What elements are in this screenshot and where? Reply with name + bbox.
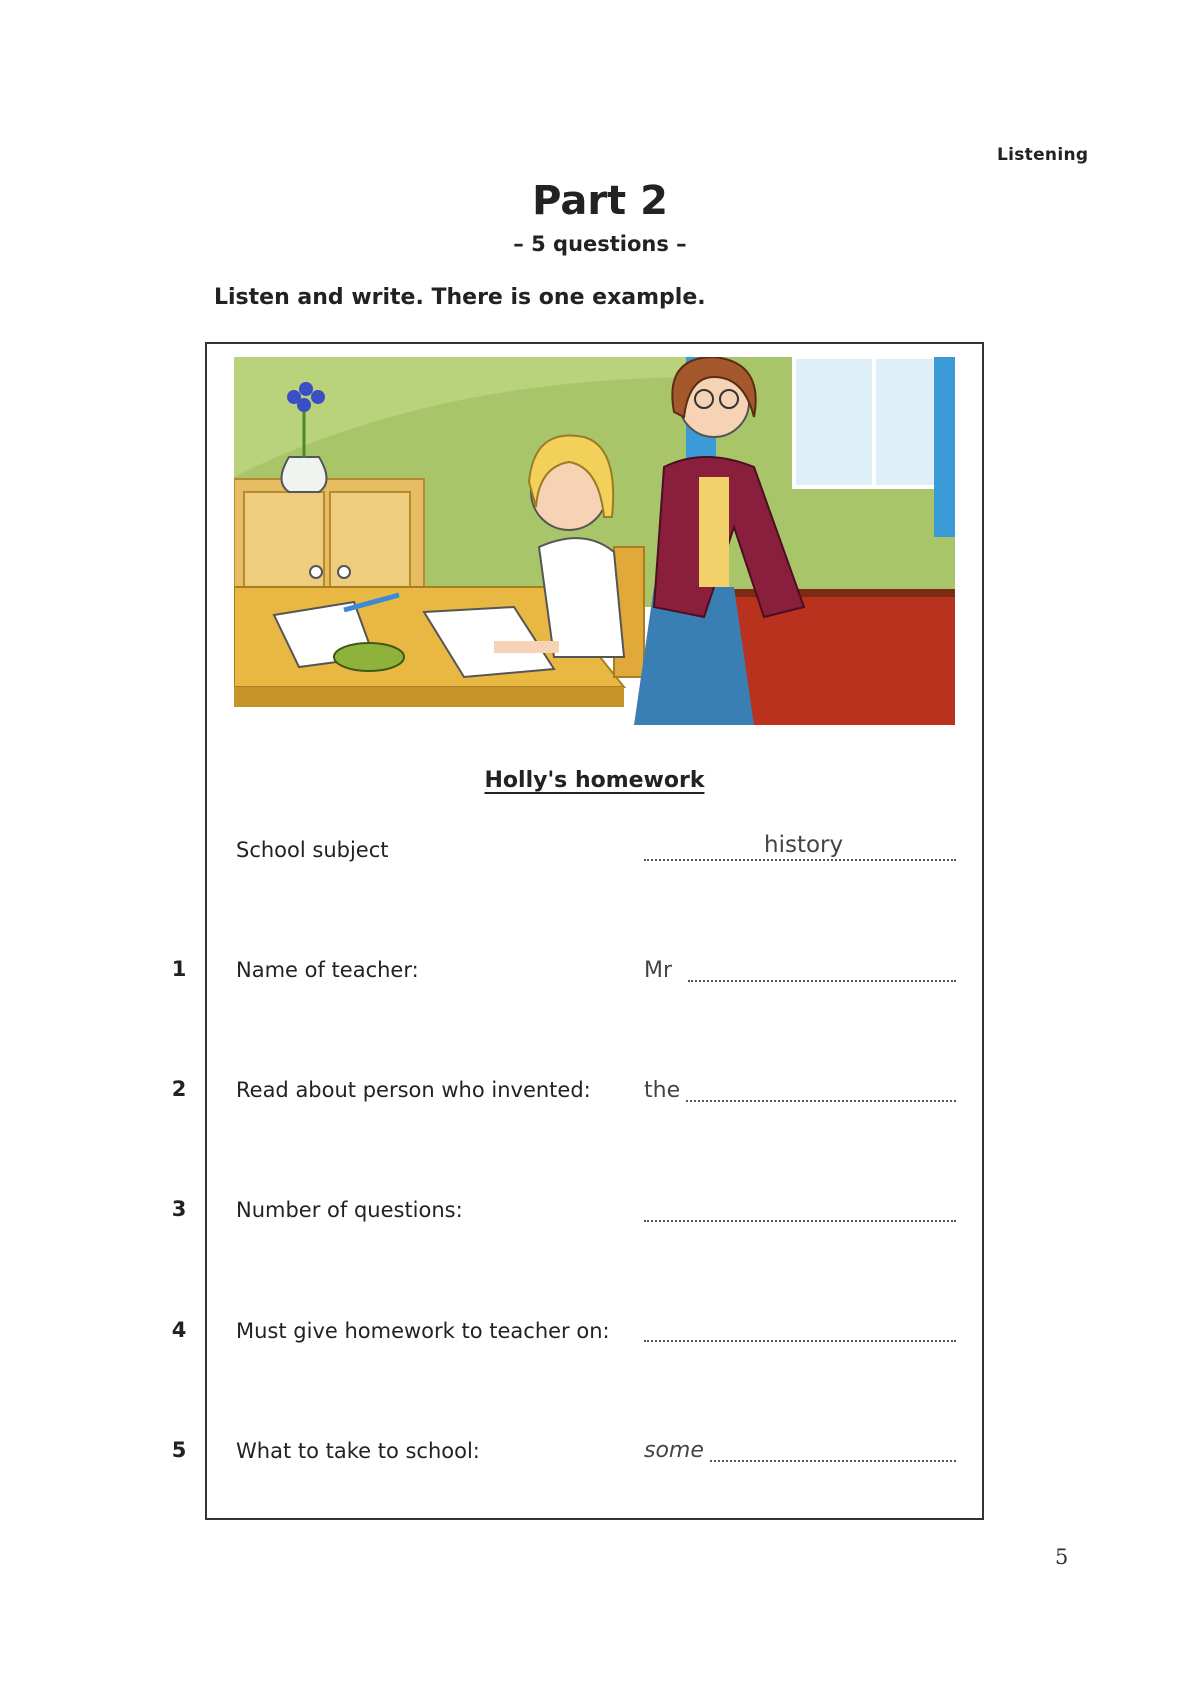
curtain-right <box>934 357 955 537</box>
question-number: 3 <box>171 1197 187 1221</box>
form-title: Holly's homework <box>484 768 705 793</box>
answer-field[interactable] <box>644 1435 956 1465</box>
question-label: What to take to school: <box>236 1439 480 1463</box>
example-label: School subject <box>236 838 389 862</box>
answer-dotted-line <box>686 1100 956 1102</box>
question-label: Read about person who invented: <box>236 1078 591 1102</box>
question-number: 4 <box>171 1318 187 1342</box>
girl-body <box>539 538 624 657</box>
answer-field[interactable] <box>644 955 956 985</box>
answer-prefix: some <box>644 1438 704 1463</box>
vase <box>282 457 327 492</box>
illustration <box>234 357 955 725</box>
example-answer-line <box>644 834 956 864</box>
answer-field[interactable] <box>644 1075 956 1105</box>
question-label: Must give homework to teacher on: <box>236 1319 610 1343</box>
pencil-case <box>334 643 404 671</box>
answer-prefix: the <box>644 1078 681 1103</box>
answer-prefix: Mr <box>644 958 673 983</box>
question-number: 1 <box>171 957 187 981</box>
part-title: Part 2 <box>532 178 668 224</box>
answer-dotted-line <box>644 859 956 861</box>
answer-dotted-line <box>644 1340 956 1342</box>
classroom-illustration <box>234 357 955 725</box>
question-number: 2 <box>171 1077 187 1101</box>
instructions: Listen and write. There is one example. <box>214 285 706 310</box>
example-answer: history <box>764 832 844 858</box>
page-number: 5 <box>1055 1545 1069 1569</box>
part-subtitle: – 5 questions – <box>513 232 687 256</box>
question-label: Number of questions: <box>236 1198 463 1222</box>
question-label: Name of teacher: <box>236 958 419 982</box>
question-number: 5 <box>171 1438 187 1462</box>
answer-dotted-line <box>710 1460 956 1462</box>
answer-field[interactable] <box>644 1195 956 1225</box>
answer-dotted-line <box>644 1220 956 1222</box>
section-label: Listening <box>997 145 1089 165</box>
answer-field[interactable] <box>644 1315 956 1345</box>
answer-dotted-line <box>688 980 956 982</box>
